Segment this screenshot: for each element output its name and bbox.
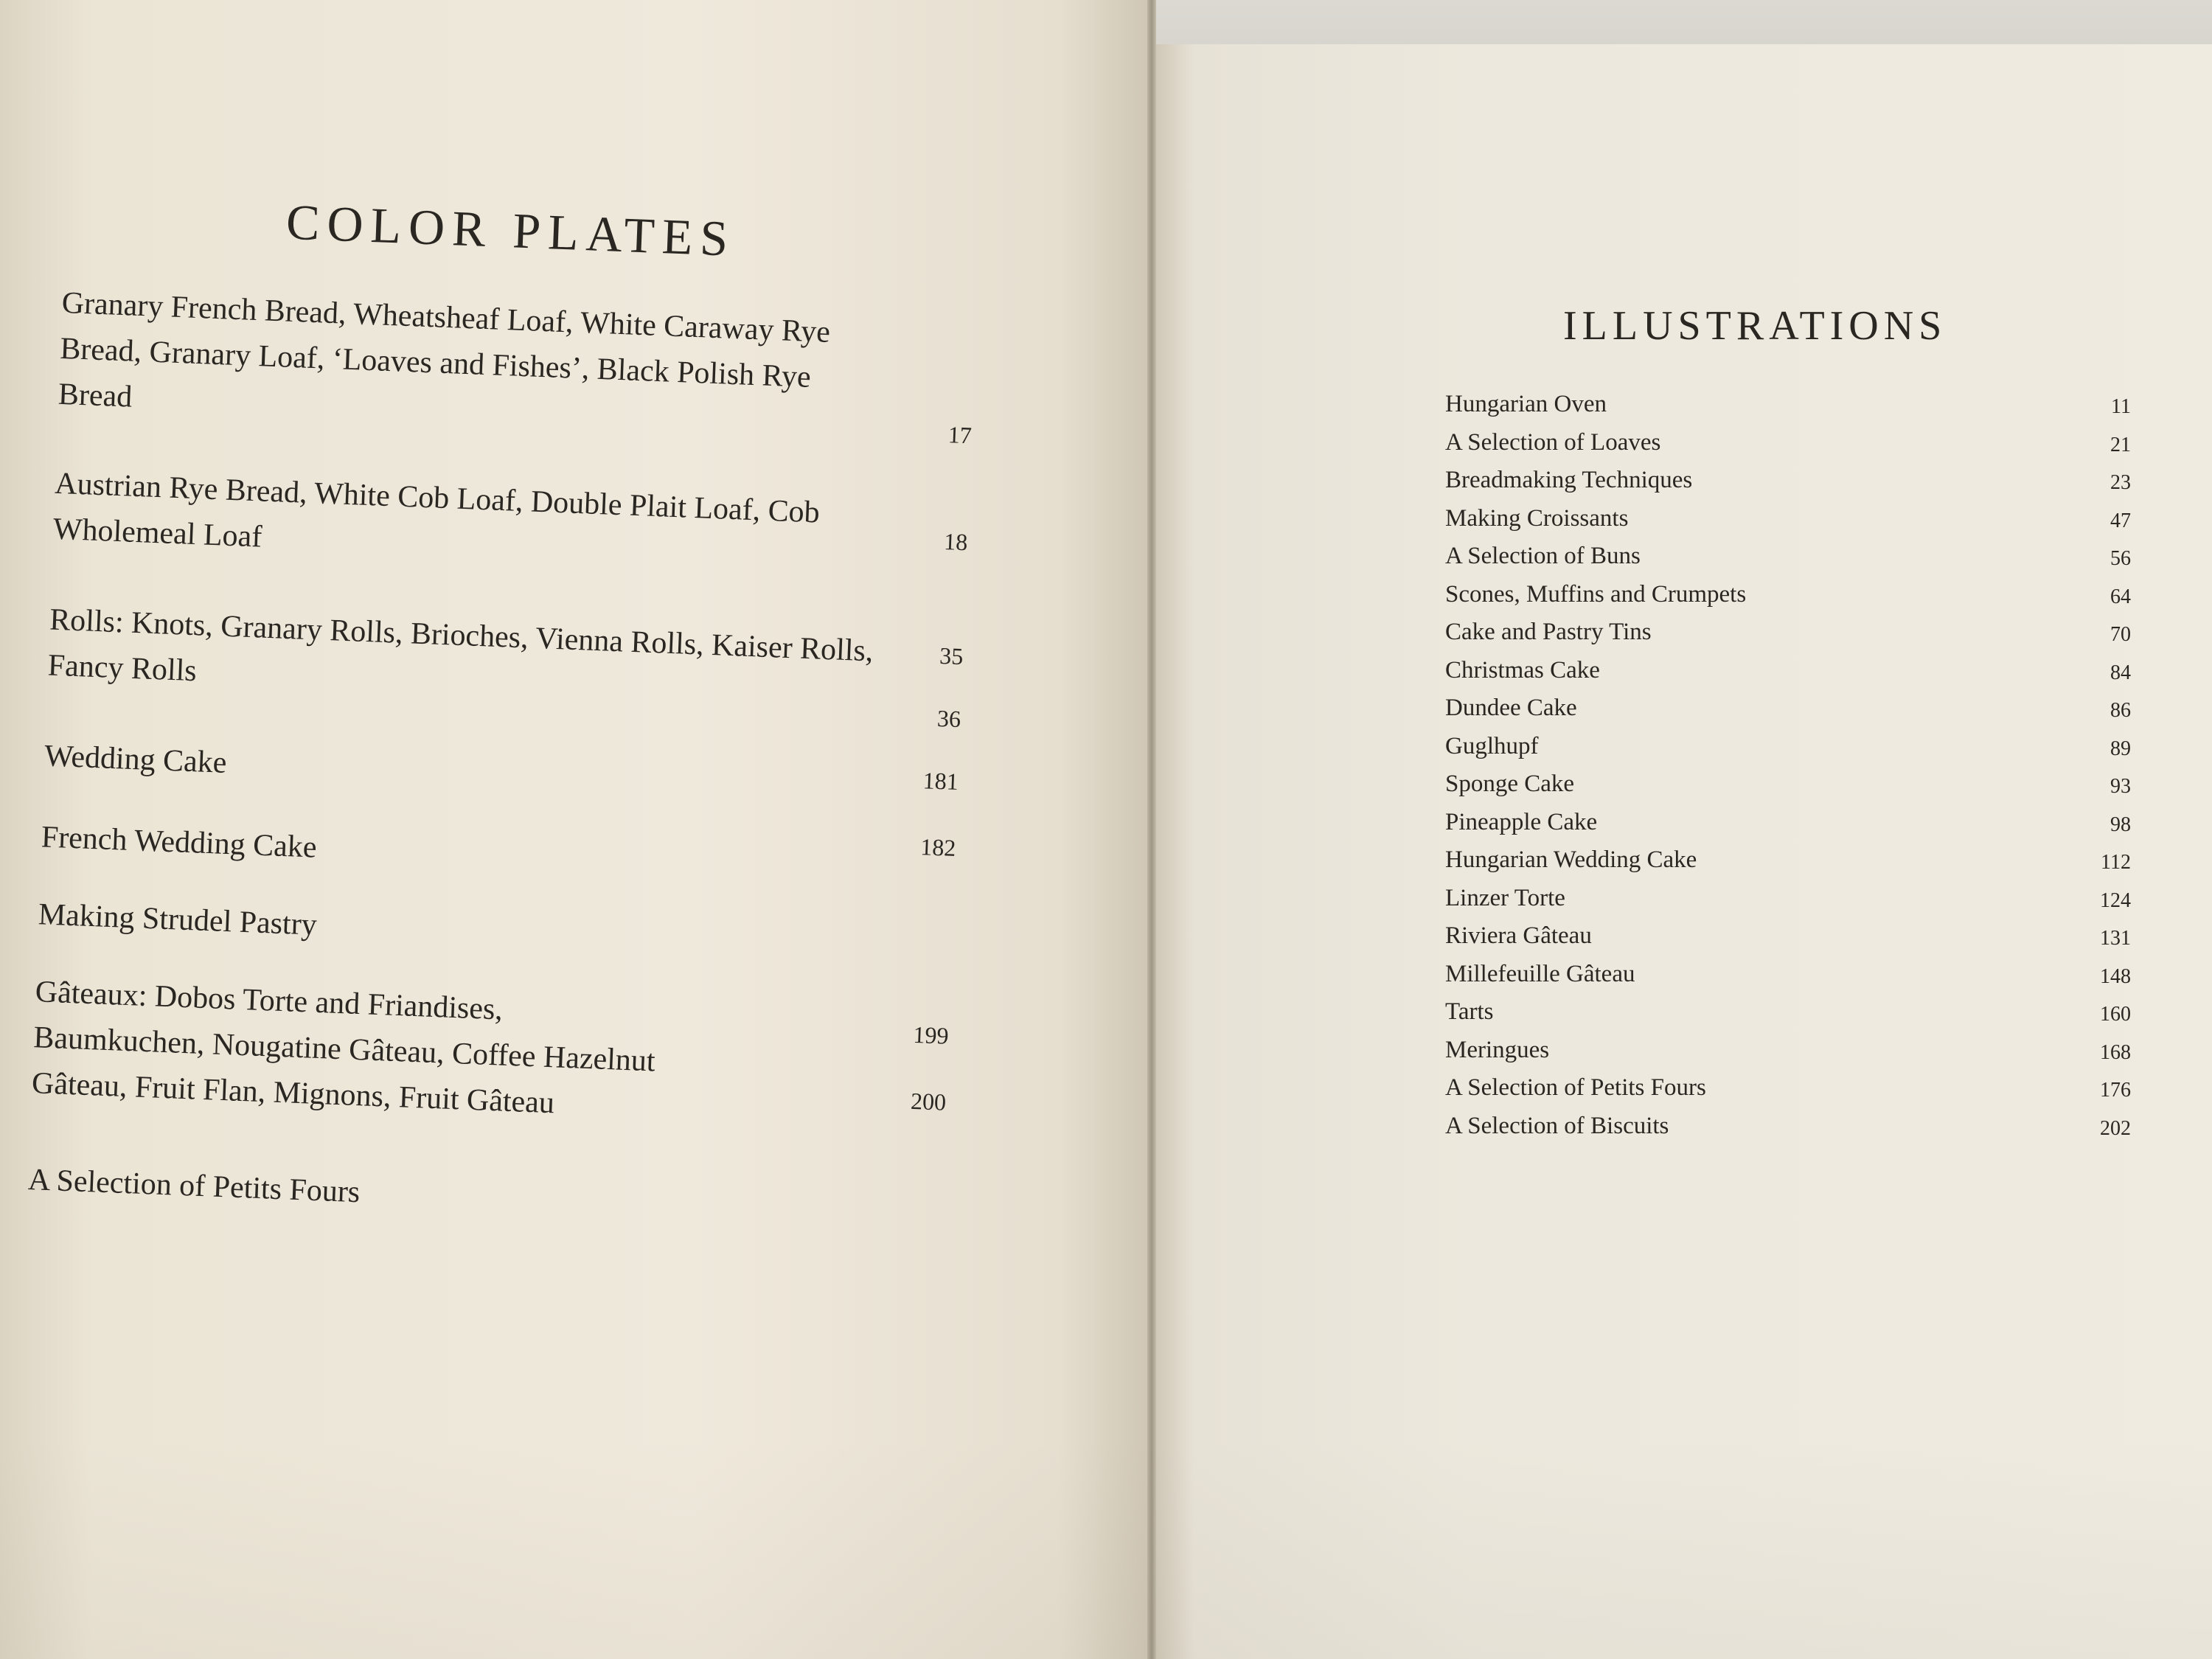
- illustration-label: Scones, Muffins and Crumpets: [1445, 580, 1747, 608]
- illustration-label: Riviera Gâteau: [1445, 922, 1592, 949]
- illustration-row: [1445, 695, 2131, 733]
- illustration-label: Dundee Cake: [1445, 695, 1577, 721]
- color-plate-entry: Rolls: Knots, Granary Rolls, Brioches, Vienna Rolls, Kaiser Rolls, Fancy Rolls: [47, 602, 874, 689]
- illustration-row: [1445, 391, 2131, 429]
- illustration-page: 112: [2101, 851, 2131, 874]
- illustrations-title: ILLUSTRATIONS: [1563, 303, 1947, 349]
- illustration-label: Hungarian Wedding Cake: [1445, 846, 1697, 873]
- illustration-page: 86: [2110, 699, 2131, 722]
- illustrations-list: [1445, 391, 2131, 1150]
- illustration-row: [1445, 922, 2131, 961]
- illustration-label: Millefeuille Gâteau: [1445, 960, 1635, 987]
- illustration-page: 176: [2100, 1079, 2131, 1102]
- illustration-row: [1445, 809, 2131, 847]
- illustration-label: Hungarian Oven: [1445, 391, 1607, 417]
- illustration-row: [1445, 429, 2131, 467]
- illustration-label: A Selection of Buns: [1445, 543, 1641, 569]
- color-plate-page: 182: [919, 833, 957, 861]
- illustration-page: 64: [2110, 585, 2131, 608]
- color-plate-page: 36: [936, 704, 961, 733]
- color-plate-entry: A Selection of Petits Fours: [27, 1163, 361, 1210]
- color-plate-page: 200: [910, 1087, 947, 1116]
- illustration-row: [1445, 846, 2131, 885]
- illustration-label: Pineapple Cake: [1445, 808, 1598, 835]
- color-plate-page: 18: [943, 528, 968, 556]
- illustration-label: Breadmaking Techniques: [1445, 467, 1693, 493]
- color-plate-entry: French Wedding Cake: [41, 820, 318, 865]
- illustration-page: 124: [2100, 888, 2131, 912]
- illustration-row: [1445, 657, 2131, 695]
- illustration-page: 23: [2110, 471, 2131, 494]
- illustration-page: 21: [2110, 433, 2131, 456]
- illustration-label: Cake and Pastry Tins: [1445, 619, 1652, 645]
- illustration-page: 160: [2100, 1003, 2131, 1026]
- illustration-row: [1445, 505, 2131, 543]
- illustration-page: 98: [2110, 813, 2131, 836]
- illustration-row: [1445, 1037, 2131, 1075]
- illustrations-section: [1438, 302, 2131, 1187]
- illustration-label: Making Croissants: [1445, 504, 1629, 532]
- illustration-page: 89: [2110, 737, 2131, 760]
- illustration-row: [1445, 771, 2131, 809]
- illustration-page: 168: [2100, 1040, 2131, 1064]
- color-plate-entry: Making Strudel Pastry: [38, 897, 318, 942]
- illustration-label: Sponge Cake: [1445, 771, 1575, 797]
- color-plate-page: 199: [912, 1020, 950, 1049]
- illustration-row: [1445, 581, 2131, 619]
- illustration-label: Linzer Torte: [1445, 884, 1565, 911]
- illustration-row: [1445, 733, 2131, 771]
- color-plate-page: 17: [947, 421, 973, 449]
- illustration-row: [1445, 1074, 2131, 1113]
- illustration-label: Tarts: [1445, 998, 1494, 1025]
- illustration-label: A Selection of Loaves: [1445, 428, 1661, 456]
- illustration-page: 202: [2100, 1116, 2131, 1140]
- illustration-row: [1445, 619, 2131, 657]
- illustration-page: 56: [2110, 547, 2131, 570]
- illustration-page: 70: [2110, 623, 2131, 646]
- illustration-page: 148: [2100, 964, 2131, 988]
- illustration-row: [1445, 1113, 2131, 1151]
- illustration-row: [1445, 543, 2131, 581]
- illustration-label: A Selection of Biscuits: [1445, 1112, 1669, 1139]
- illustration-page: 84: [2110, 661, 2131, 684]
- color-plates-title: COLOR PLATES: [285, 193, 737, 267]
- illustration-row: [1445, 885, 2131, 923]
- illustration-label: Guglhupf: [1445, 732, 1539, 759]
- color-plate-entry: Austrian Rye Bread, White Cob Loaf, Double Plait Loaf, Cob Wholemeal Loaf: [52, 466, 821, 554]
- color-plate-entry: Granary French Bread, Wheatsheaf Loaf, White Caraway Rye Bread, Granary Loaf, ‘Loaves and Fishes’, Black Polish Rye Bread: [58, 285, 831, 414]
- illustration-label: A Selection of Petits Fours: [1445, 1074, 1706, 1101]
- illustration-page: 47: [2110, 509, 2131, 532]
- illustration-label: Meringues: [1445, 1036, 1550, 1063]
- illustration-row: [1445, 961, 2131, 999]
- color-plates-section: [24, 184, 980, 1310]
- illustration-page: 11: [2111, 395, 2131, 418]
- color-plate-entry: Gâteaux: Dobos Torte and Friandises, Baumkuchen, Nougatine Gâteau, Coffee Hazelnut Gâteau, Fruit Flan, Mignons, Fruit Gâteau: [31, 975, 656, 1121]
- illustration-page: 131: [2100, 927, 2131, 950]
- illustration-page: 93: [2110, 775, 2131, 798]
- color-plate-entry: Wedding Cake: [44, 739, 228, 780]
- color-plate-page: 35: [939, 641, 964, 670]
- illustration-row: [1445, 998, 2131, 1037]
- color-plate-page: 181: [922, 767, 959, 796]
- illustration-row: [1445, 467, 2131, 505]
- illustration-label: Christmas Cake: [1445, 656, 1600, 684]
- book-gutter: [1147, 0, 1156, 1659]
